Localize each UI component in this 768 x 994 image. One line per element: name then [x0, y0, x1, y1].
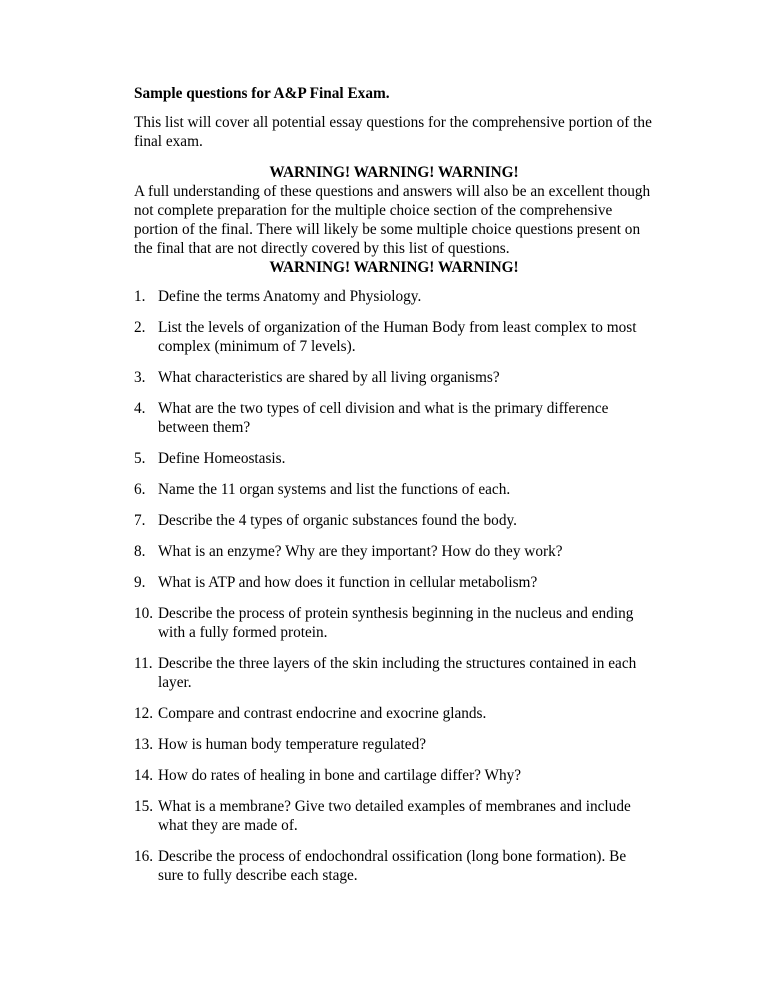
- question-number: 14.: [134, 767, 154, 784]
- question-number: 7.: [134, 512, 146, 529]
- question-number: 6.: [134, 481, 146, 498]
- question-item: [134, 766, 654, 785]
- question-text: Describe the 4 types of organic substances found the body.: [158, 512, 517, 529]
- question-number: 10.: [134, 605, 154, 622]
- question-item: [134, 797, 654, 835]
- question-text: Name the 11 organ systems and list the functions of each.: [158, 481, 511, 498]
- question-text: How is human body temperature regulated?: [158, 736, 427, 753]
- question-item: [134, 480, 654, 499]
- question-item: [134, 542, 654, 561]
- question-item: [134, 511, 654, 530]
- question-number: 4.: [134, 400, 146, 417]
- document-content: [134, 84, 654, 897]
- question-text: Define the terms Anatomy and Physiology.: [158, 288, 422, 305]
- question-text: What characteristics are shared by all living organisms?: [158, 369, 500, 386]
- question-text: Describe the three layers of the skin including the structures contained in each layer.: [158, 655, 637, 691]
- question-number: 1.: [134, 288, 146, 305]
- question-text: How do rates of healing in bone and cartilage differ? Why?: [158, 767, 522, 784]
- question-text: What is ATP and how does it function in cellular metabolism?: [158, 574, 538, 591]
- question-text: What is an enzyme? Why are they important? How do they work?: [158, 543, 563, 560]
- question-number: 2.: [134, 319, 146, 336]
- question-text: List the levels of organization of the Human Body from least complex to most complex (minimum of 7 levels).: [158, 319, 637, 355]
- question-text: Describe the process of endochondral ossification (long bone formation). Be sure to fully describe each stage.: [158, 848, 627, 884]
- question-text: Describe the process of protein synthesis beginning in the nucleus and ending with a fully formed protein.: [158, 605, 634, 641]
- document-title: Sample questions for A&P Final Exam.: [134, 85, 390, 102]
- warning-body: A full understanding of these questions and answers will also be an excellent though not complete preparation for the multiple choice section of the comprehensive portion of the final. There will likely be some multiple choice questions present on the final that are not directly covered by this list of questions.: [134, 183, 651, 257]
- question-number: 3.: [134, 369, 146, 386]
- question-number: 15.: [134, 798, 154, 815]
- question-item: [134, 399, 654, 437]
- question-text: What is a membrane? Give two detailed examples of membranes and include what they are made of.: [158, 798, 631, 834]
- question-number: 13.: [134, 736, 154, 753]
- intro-paragraph: This list will cover all potential essay questions for the comprehensive portion of the final exam.: [134, 114, 652, 150]
- question-number: 9.: [134, 574, 146, 591]
- question-item: [134, 735, 654, 754]
- warning-heading: WARNING! WARNING! WARNING!: [269, 164, 519, 181]
- warning-footer: WARNING! WARNING! WARNING!: [269, 259, 519, 276]
- question-item: [134, 654, 654, 692]
- question-list: [134, 287, 654, 885]
- question-number: 8.: [134, 543, 146, 560]
- question-item: [134, 318, 654, 356]
- question-number: 16.: [134, 848, 154, 865]
- question-text: Compare and contrast endocrine and exocrine glands.: [158, 705, 487, 722]
- question-item: [134, 368, 654, 387]
- question-item: [134, 704, 654, 723]
- question-item: [134, 847, 654, 885]
- question-number: 5.: [134, 450, 146, 467]
- question-item: [134, 449, 654, 468]
- question-text: Define Homeostasis.: [158, 450, 286, 467]
- question-number: 12.: [134, 705, 154, 722]
- question-item: [134, 573, 654, 592]
- question-item: [134, 604, 654, 642]
- question-text: What are the two types of cell division and what is the primary difference between them?: [158, 400, 609, 436]
- question-item: [134, 287, 654, 306]
- question-number: 11.: [134, 655, 153, 672]
